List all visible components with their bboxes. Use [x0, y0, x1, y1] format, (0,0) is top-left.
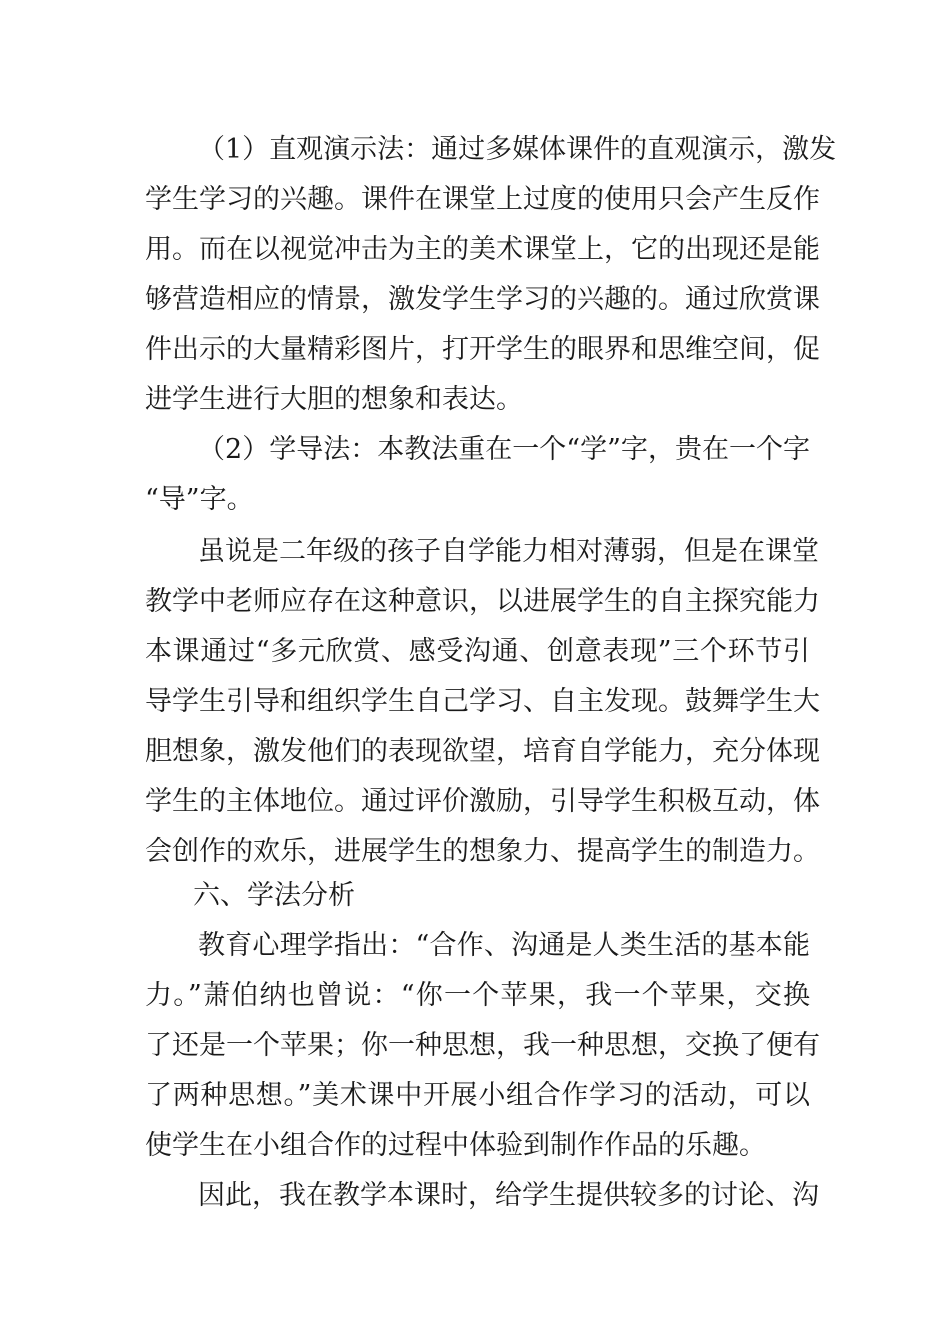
paragraph-line: 力。”萧伯纳也曾说：“你一个苹果，我一个苹果，交换	[145, 980, 810, 1011]
paragraph-line: 本课通过“多元欣赏、感受沟通、创意表现”三个环节引	[145, 636, 810, 667]
paragraph-line: 教学中老师应存在这种意识，以进展学生的自主探究能力	[145, 586, 820, 617]
paragraph-line: 学生学习的兴趣。课件在课堂上过度的使用只会产生反作	[145, 184, 820, 215]
paragraph-line: 虽说是二年级的孩子自学能力相对薄弱，但是在课堂	[198, 536, 819, 567]
paragraph-line: 导学生引导和组织学生自己学习、自主发现。鼓舞学生大	[145, 686, 820, 717]
paragraph-line: （2）学导法：本教法重在一个“学”字，贵在一个字	[198, 434, 810, 465]
paragraph-line: 教育心理学指出：“合作、沟通是人类生活的基本能	[198, 930, 810, 961]
paragraph-line: 了两种思想。”美术课中开展小组合作学习的活动，可以	[145, 1080, 810, 1111]
paragraph-line: 够营造相应的情景，激发学生学习的兴趣的。通过欣赏课	[145, 284, 820, 315]
paragraph-line: 胆想象，激发他们的表现欲望，培育自学能力，充分体现	[145, 736, 820, 767]
paragraph-line: 进学生进行大胆的想象和表达。	[145, 384, 523, 415]
paragraph-line: 使学生在小组合作的过程中体验到制作作品的乐趣。	[145, 1130, 766, 1161]
paragraph-line: 了还是一个苹果；你一种思想，我一种思想，交换了便有	[145, 1030, 820, 1061]
paragraph-line: （1）直观演示法：通过多媒体课件的直观演示，激发	[198, 134, 837, 165]
paragraph-line: 用。而在以视觉冲击为主的美术课堂上，它的出现还是能	[145, 234, 820, 265]
paragraph-line: 学生的主体地位。通过评价激励，引导学生积极互动，体	[145, 786, 820, 817]
section-heading: 六、学法分析	[193, 880, 355, 911]
paragraph-line: “导”字。	[145, 484, 254, 515]
paragraph-line: 件出示的大量精彩图片，打开学生的眼界和思维空间，促	[145, 334, 820, 365]
paragraph-line: 会创作的欢乐，进展学生的想象力、提高学生的制造力。	[145, 836, 820, 867]
paragraph-line: 因此，我在教学本课时，给学生提供较多的讨论、沟	[198, 1180, 819, 1211]
